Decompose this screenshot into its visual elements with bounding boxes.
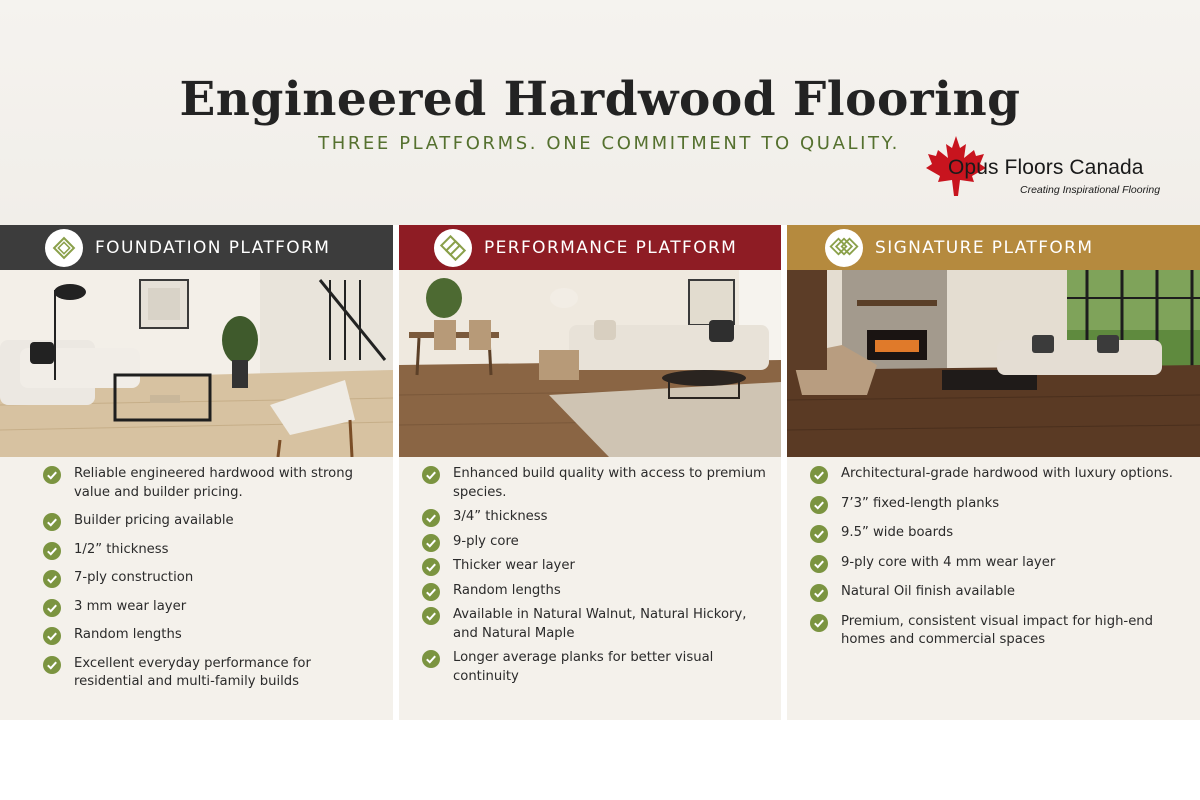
check-circle-icon bbox=[43, 599, 61, 617]
page-subtitle: THREE PLATFORMS. ONE COMMITMENT TO QUALITY. bbox=[318, 133, 900, 154]
list-item: Random lengths bbox=[422, 582, 772, 601]
performance-panel bbox=[399, 225, 781, 720]
signature-feature-list bbox=[810, 465, 1180, 650]
check-circle-icon bbox=[422, 534, 440, 552]
foundation-feature-list bbox=[43, 465, 383, 692]
check-circle-icon bbox=[43, 656, 61, 674]
diamond-outline-icon bbox=[45, 229, 83, 267]
check-circle-icon bbox=[810, 466, 828, 484]
foundation-header bbox=[0, 225, 393, 270]
check-circle-icon bbox=[43, 570, 61, 588]
list-item: 9.5” wide boards bbox=[810, 524, 1180, 543]
page-title: Engineered Hardwood Flooring bbox=[179, 72, 1021, 127]
list-item: 3/4” thickness bbox=[422, 508, 772, 527]
list-item: Excellent everyday performance for residential and multi-family builds bbox=[43, 655, 383, 692]
check-circle-icon bbox=[810, 496, 828, 514]
check-circle-icon bbox=[422, 466, 440, 484]
list-item: Enhanced build quality with access to premium species. bbox=[422, 465, 772, 502]
list-item: Architectural-grade hardwood with luxury options. bbox=[810, 465, 1180, 484]
check-circle-icon bbox=[422, 583, 440, 601]
signature-header bbox=[787, 225, 1200, 270]
list-item: 9-ply core with 4 mm wear layer bbox=[810, 554, 1180, 573]
list-item: Available in Natural Walnut, Natural Hickory, and Natural Maple bbox=[422, 606, 772, 643]
performance-feature-list bbox=[422, 465, 772, 686]
list-item: 1/2” thickness bbox=[43, 541, 383, 560]
brand-name: Opus Floors Canada bbox=[948, 156, 1144, 179]
check-circle-icon bbox=[43, 542, 61, 560]
check-circle-icon bbox=[43, 466, 61, 484]
signature-panel bbox=[787, 225, 1200, 720]
foundation-panel bbox=[0, 225, 393, 720]
check-circle-icon bbox=[422, 650, 440, 668]
foundation-title: FOUNDATION PLATFORM bbox=[95, 237, 331, 258]
check-circle-icon bbox=[43, 513, 61, 531]
performance-header bbox=[399, 225, 781, 270]
list-item: 9-ply core bbox=[422, 533, 772, 552]
check-circle-icon bbox=[810, 584, 828, 602]
check-circle-icon bbox=[422, 558, 440, 576]
double-diamond-icon bbox=[434, 229, 472, 267]
triple-diamond-icon bbox=[825, 229, 863, 267]
list-item: 7-ply construction bbox=[43, 569, 383, 588]
signature-title: SIGNATURE PLATFORM bbox=[875, 237, 1094, 258]
list-item: 3 mm wear layer bbox=[43, 598, 383, 617]
check-circle-icon bbox=[810, 525, 828, 543]
check-circle-icon bbox=[422, 607, 440, 625]
check-circle-icon bbox=[43, 627, 61, 645]
list-item: Reliable engineered hardwood with strong value and builder pricing. bbox=[43, 465, 383, 502]
list-item: Premium, consistent visual impact for high-end homes and commercial spaces bbox=[810, 613, 1180, 650]
light-oak-living-room-photo bbox=[0, 270, 393, 457]
list-item: Thicker wear layer bbox=[422, 557, 772, 576]
medium-brown-living-room-photo bbox=[399, 270, 781, 457]
list-item: Random lengths bbox=[43, 626, 383, 645]
list-item: 7’3” fixed-length planks bbox=[810, 495, 1180, 514]
list-item: Natural Oil finish available bbox=[810, 583, 1180, 602]
performance-title: PERFORMANCE PLATFORM bbox=[484, 237, 738, 258]
check-circle-icon bbox=[422, 509, 440, 527]
brand-logo bbox=[924, 132, 1174, 204]
list-item: Builder pricing available bbox=[43, 512, 383, 531]
check-circle-icon bbox=[810, 614, 828, 632]
brand-tagline: Creating Inspirational Flooring bbox=[1020, 184, 1161, 196]
check-circle-icon bbox=[810, 555, 828, 573]
dark-walnut-fireplace-room-photo bbox=[787, 270, 1200, 457]
list-item: Longer average planks for better visual continuity bbox=[422, 649, 772, 686]
